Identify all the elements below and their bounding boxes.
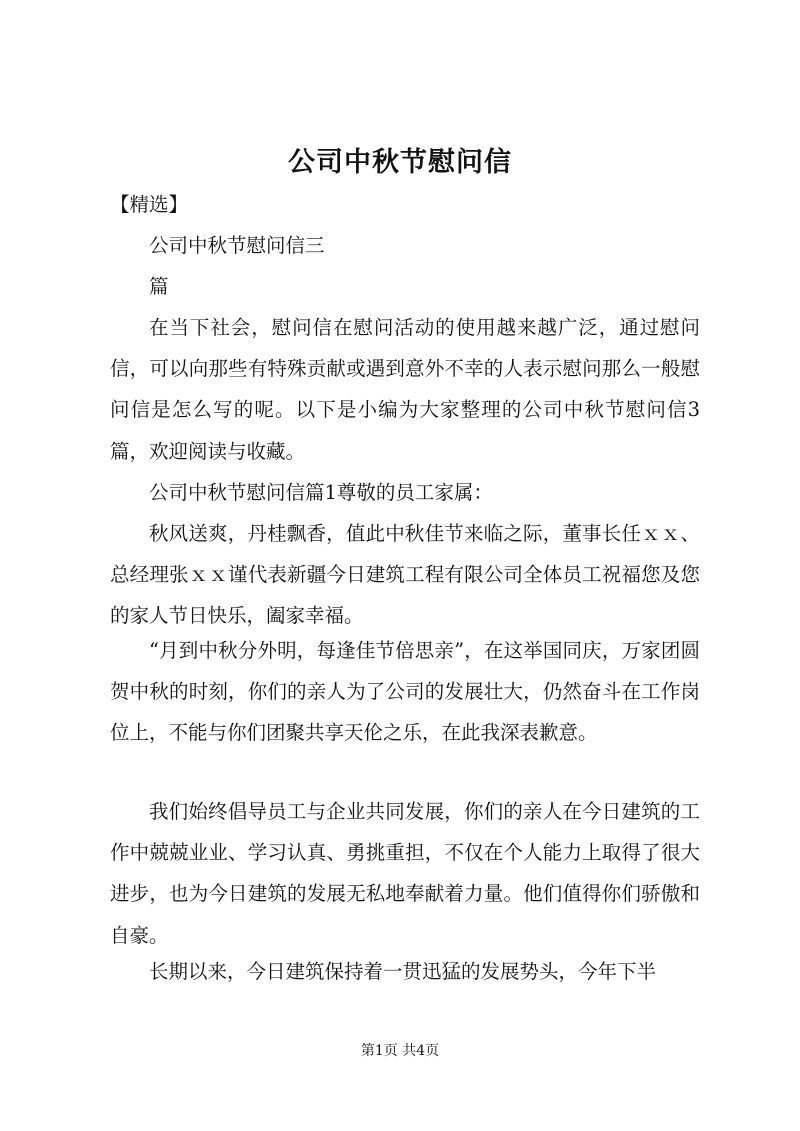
paragraph-development: 我们始终倡导员工与企业共同发展，你们的亲人在今日建筑的工作中兢兢业业、学习认真、勇挑重担，不仅在个人能力上取得了很大进步，也为今日建筑的发展无私地奉献着力量。他们值得你们骄傲和自豪。	[110, 800, 700, 947]
page-number-footer: 第1页 共4页	[360, 1043, 440, 1059]
paragraph-continuing: 长期以来，今日建筑保持着一贯迅猛的发展势头，今年下半	[149, 960, 657, 983]
paragraph-intro: 在当下社会，慰问信在慰问活动的使用越来越广泛，通过慰问信，可以向那些有特殊贡献或遇到意外不幸的人表示慰问那么一般慰问信是怎么写的呢。以下是小编为大家整理的公司中秋节慰问信3篇，欢迎阅读与收藏。	[110, 316, 700, 463]
document-subtitle: 公司中秋节慰问信三	[149, 234, 325, 257]
document-tag: 【精选】	[110, 193, 189, 216]
paragraph-letter-heading: 公司中秋节慰问信篇1尊敬的员工家属：	[149, 481, 493, 504]
paragraph-greeting: 秋风送爽，丹桂飘香，值此中秋佳节来临之际，董事长任ｘｘ、总经理张ｘｘ谨代表新疆今日建筑工程有限公司全体员工祝福您及您的家人节日快乐，阖家幸福。	[110, 522, 700, 628]
document-title: 公司中秋节慰问信	[288, 147, 512, 178]
paragraph-apology: “月到中秋分外明，每逢佳节倍思亲”，在这举国同庆，万家团圆贺中秋的时刻，你们的亲人为了公司的发展壮大，仍然奋斗在工作岗位上，不能与你们团聚共享天伦之乐，在此我深表歉意。	[110, 639, 700, 745]
document-subtitle-continuation: 篇	[149, 275, 169, 298]
